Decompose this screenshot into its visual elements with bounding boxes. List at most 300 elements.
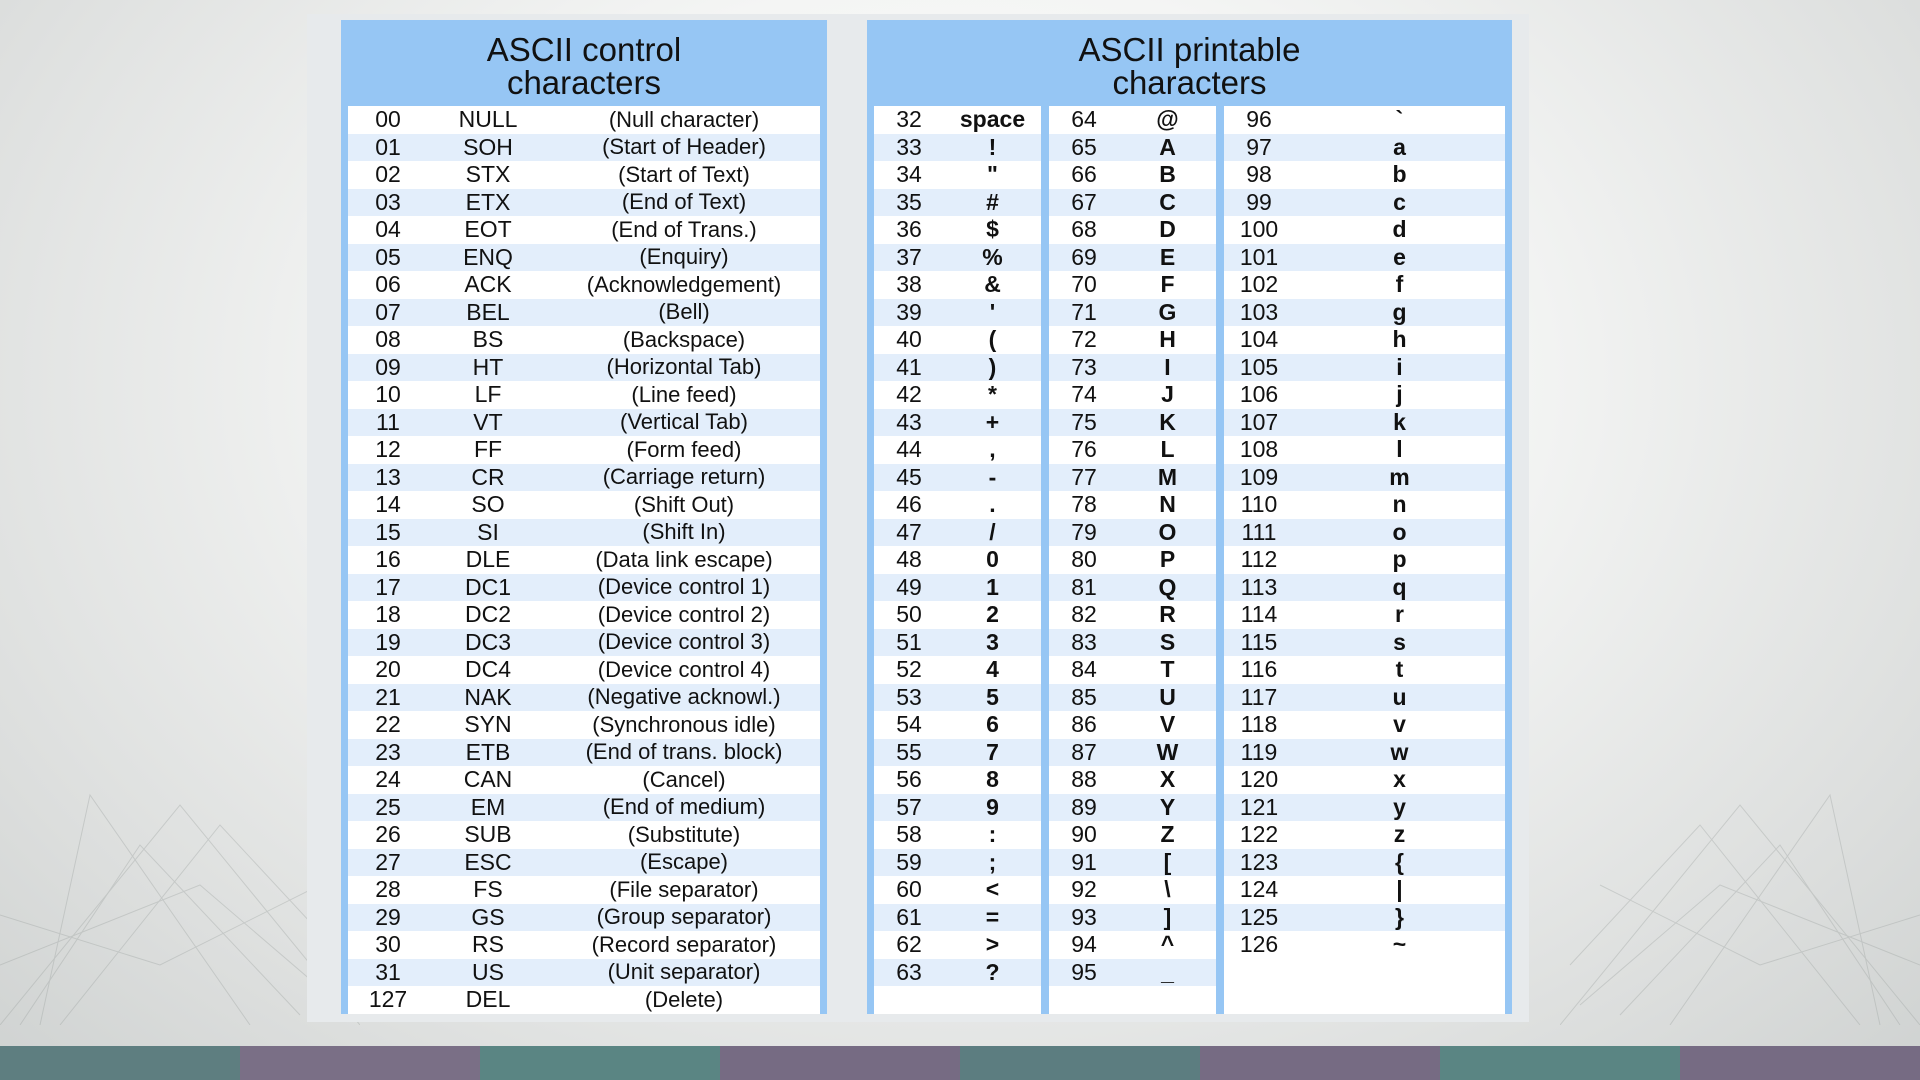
printable-code: 44 [896,436,922,463]
printable-code: 41 [896,353,922,380]
printable-row [1224,849,1505,877]
printable-character: % [982,243,1003,270]
printable-code: 77 [1071,463,1097,490]
printable-code: 113 [1240,573,1278,600]
printable-row [874,904,1041,932]
printable-code: 96 [1246,106,1272,133]
printable-code: 100 [1239,216,1279,243]
printable-character: # [986,188,999,215]
control-abbreviation: SUB [464,821,512,848]
printable-character: l [1396,436,1403,463]
printable-row [874,794,1041,822]
control-row [348,876,820,904]
printable-row [874,299,1041,327]
control-description: (Group separator) [596,904,772,930]
printable-row [1049,464,1216,492]
printable-character: space [959,106,1026,133]
printable-code: 91 [1071,848,1097,875]
control-code: 29 [375,903,401,930]
control-row [348,986,820,1014]
printable-code: 61 [896,903,922,930]
printable-code: 76 [1071,436,1097,463]
printable-row [874,849,1041,877]
printable-row [1049,959,1216,987]
printable-code: 34 [896,161,922,188]
printable-character: e [1393,243,1406,270]
control-abbreviation: HT [472,353,504,380]
printable-character: ' [989,298,996,325]
printable-character: 6 [986,711,999,738]
printable-row [874,216,1041,244]
control-row [348,601,820,629]
printable-character: I [1164,353,1171,380]
printable-row [1224,574,1505,602]
printable-code: 73 [1071,353,1097,380]
printable-code: 69 [1071,243,1097,270]
ascii-table-image [307,14,1529,1022]
printable-code: 115 [1240,628,1278,655]
control-code: 06 [375,271,401,298]
printable-code: 79 [1071,518,1097,545]
printable-code: 60 [896,876,922,903]
printable-row [1224,629,1505,657]
printable-character: ` [1395,106,1404,133]
printable-row [874,574,1041,602]
printable-row [874,601,1041,629]
control-abbreviation: DC3 [464,628,511,655]
printable-code: 72 [1071,326,1097,353]
printable-character: P [1159,546,1176,573]
control-row [348,354,820,382]
printable-character: \ [1164,876,1171,903]
printable-row [874,106,1041,134]
empty-row [1224,959,1505,1014]
printable-character: g [1392,298,1407,325]
printable-code: 126 [1239,931,1279,958]
printable-code: 75 [1071,408,1097,435]
printable-character: W [1156,738,1179,765]
control-code: 03 [375,188,401,215]
printable-row [1049,766,1216,794]
printable-row [1224,299,1505,327]
printable-character: x [1393,766,1406,793]
control-row [348,959,820,987]
control-description: (Device control 1) [597,574,771,600]
printable-code: 122 [1239,821,1279,848]
printable-row [1224,326,1505,354]
bottom-bar-segment [1440,1046,1680,1080]
printable-character: u [1392,683,1407,710]
printable-character: ; [988,848,997,875]
control-code: 16 [375,546,401,573]
control-row [348,546,820,574]
control-abbreviation: ESC [464,848,512,875]
printable-character: ? [985,958,1000,985]
printable-code: 37 [896,243,922,270]
printable-character: @ [1156,106,1179,133]
printable-row [1049,216,1216,244]
bottom-bar-segment [720,1046,960,1080]
printable-character: ( [988,326,997,353]
printable-row [1049,684,1216,712]
printable-character: c [1393,188,1406,215]
control-row [348,106,820,134]
printable-column [1049,106,1216,1008]
printable-code: 56 [896,766,922,793]
control-row [348,931,820,959]
bottom-bar-segment [1680,1046,1920,1080]
printable-code: 95 [1071,958,1097,985]
printable-character: d [1392,216,1407,243]
control-description: (Shift Out) [633,491,735,517]
printable-row [1049,436,1216,464]
control-row [348,491,820,519]
control-description: (Cancel) [642,766,726,792]
control-row [348,794,820,822]
control-abbreviation: US [472,958,504,985]
control-row [348,326,820,354]
printable-row [874,931,1041,959]
printable-code: 66 [1071,161,1097,188]
printable-character: . [989,491,996,518]
printable-row [874,161,1041,189]
printable-row [874,684,1041,712]
printable-character: _ [1161,958,1174,985]
printable-code: 125 [1239,903,1279,930]
printable-row [1224,739,1505,767]
control-row [348,216,820,244]
printable-row [1049,161,1216,189]
control-description: (End of Trans.) [611,216,757,242]
printable-character: s [1393,628,1406,655]
printable-row [1049,189,1216,217]
printable-character: h [1392,326,1407,353]
printable-row [1224,684,1505,712]
printable-row [1049,244,1216,272]
printable-character: S [1159,628,1176,655]
control-description: (Horizontal Tab) [606,354,762,380]
control-description: (Vertical Tab) [620,409,748,435]
printable-code: 35 [896,188,922,215]
printable-character: [ [1163,848,1172,875]
printable-character: / [989,518,996,545]
control-code: 17 [375,573,401,600]
printable-character: ^ [1160,931,1175,958]
control-row [348,711,820,739]
control-description: (Backspace) [622,326,746,352]
printable-row [1049,629,1216,657]
printable-row [1224,794,1505,822]
printable-row [1224,876,1505,904]
printable-row [1224,381,1505,409]
control-row [348,161,820,189]
control-description: (Synchronous idle) [592,711,776,737]
control-row [348,656,820,684]
printable-code: 124 [1239,876,1279,903]
control-row [348,739,820,767]
printable-character: p [1392,546,1407,573]
printable-code: 49 [896,573,922,600]
printable-row [874,271,1041,299]
control-abbreviation: FF [473,436,503,463]
printable-code: 70 [1071,271,1097,298]
control-abbreviation: NULL [458,106,518,133]
printable-character: M [1157,463,1178,490]
bottom-bar-segment [480,1046,720,1080]
printable-character: F [1160,271,1175,298]
printable-row [1049,491,1216,519]
printable-code: 117 [1240,683,1278,710]
printable-character: 8 [986,766,999,793]
printable-character: f [1395,271,1404,298]
control-code: 01 [375,133,401,160]
printable-row [874,739,1041,767]
bottom-bar-segment [240,1046,480,1080]
printable-character: E [1159,243,1176,270]
printable-character: G [1158,298,1177,325]
control-description: (File separator) [609,876,759,902]
control-abbreviation: DLE [465,546,511,573]
printable-code: 48 [896,546,922,573]
printable-row [1049,134,1216,162]
control-abbreviation: SYN [464,711,512,738]
printable-row [1224,189,1505,217]
control-code: 15 [375,518,401,545]
printable-code: 54 [896,711,922,738]
control-code: 25 [375,793,401,820]
control-abbreviation: DEL [465,986,511,1013]
empty-row [1049,986,1216,1014]
printable-character: - [988,463,997,490]
control-row [348,436,820,464]
printable-row [874,491,1041,519]
printable-row [1224,656,1505,684]
control-abbreviation: SO [471,491,505,518]
printable-character: 3 [986,628,999,655]
printable-character: T [1160,656,1175,683]
printable-code: 97 [1246,133,1272,160]
printable-code: 40 [896,326,922,353]
printable-character: n [1392,491,1407,518]
control-row [348,849,820,877]
control-description: (Escape) [639,849,729,875]
printable-character: : [988,821,997,848]
control-abbreviation: ENQ [463,243,513,270]
printable-row [874,381,1041,409]
printable-code: 116 [1240,656,1278,683]
printable-row [1049,354,1216,382]
control-description: (Record separator) [591,931,777,957]
printable-code: 33 [896,133,922,160]
printable-row [874,409,1041,437]
printable-code: 47 [896,518,922,545]
printable-code: 62 [896,931,922,958]
control-abbreviation: BS [472,326,504,353]
printable-code: 112 [1240,546,1278,573]
control-row [348,464,820,492]
control-row [348,574,820,602]
printable-code: 58 [896,821,922,848]
printable-code: 39 [896,298,922,325]
control-abbreviation: STX [465,161,511,188]
printable-character: 9 [986,793,999,820]
control-row [348,189,820,217]
printable-character: i [1396,353,1403,380]
printable-code: 83 [1071,628,1097,655]
printable-row [874,464,1041,492]
printable-row [1224,134,1505,162]
printable-character: v [1393,711,1406,738]
printable-row [1224,161,1505,189]
printable-code: 121 [1239,793,1279,820]
printable-code: 94 [1071,931,1097,958]
printable-character: Z [1160,821,1175,848]
control-code: 27 [375,848,401,875]
printable-row [874,546,1041,574]
control-abbreviation: NAK [464,683,512,710]
printable-row [874,656,1041,684]
printable-code: 119 [1240,738,1278,765]
control-row [348,684,820,712]
printable-code: 82 [1071,601,1097,628]
bottom-color-bar [0,1046,1920,1080]
control-row [348,299,820,327]
control-abbreviation: FS [473,876,503,903]
printable-code: 42 [896,381,922,408]
control-abbreviation: ACK [464,271,512,298]
printable-character: q [1392,573,1407,600]
printable-row [874,134,1041,162]
printable-code: 92 [1071,876,1097,903]
printable-row [1049,106,1216,134]
printable-row [1049,794,1216,822]
control-abbreviation: EM [470,793,506,820]
printable-character: 7 [986,738,999,765]
printable-character: U [1159,683,1176,710]
printable-character: y [1393,793,1406,820]
printable-row [1224,931,1505,959]
printable-character: Y [1159,793,1176,820]
printable-code: 120 [1239,766,1279,793]
printable-code: 53 [896,683,922,710]
printable-character: z [1393,821,1406,848]
printable-character: b [1392,161,1407,188]
printable-character: < [985,876,1000,903]
printable-row [1049,849,1216,877]
control-code: 23 [375,738,401,765]
printable-character: K [1159,408,1176,435]
printable-row [1049,931,1216,959]
printable-row [1224,546,1505,574]
control-description: (Start of Header) [602,134,766,160]
printable-row [1224,821,1505,849]
printable-row [1049,656,1216,684]
control-code: 05 [375,243,401,270]
printable-row [1224,216,1505,244]
printable-code: 89 [1071,793,1097,820]
printable-character: 5 [986,683,999,710]
control-abbreviation: CR [471,463,505,490]
control-description: (Line feed) [631,381,737,407]
decorative-lines-left [0,765,360,1025]
printable-row [1049,821,1216,849]
printable-column [874,106,1041,1008]
printable-row [1049,409,1216,437]
printable-row [1224,271,1505,299]
printable-character: = [985,903,1000,930]
control-abbreviation: DC4 [464,656,511,683]
printable-code: 80 [1071,546,1097,573]
bottom-bar-segment [960,1046,1200,1080]
printable-code: 52 [896,656,922,683]
control-description: (End of Text) [621,189,747,215]
printable-character: J [1161,381,1174,408]
printable-code: 81 [1071,573,1097,600]
printable-character: Q [1158,573,1177,600]
control-description: (Acknowledgement) [586,271,782,297]
printable-row [1049,271,1216,299]
control-abbreviation: GS [471,903,505,930]
printable-character: L [1160,436,1175,463]
printable-row [874,766,1041,794]
printable-code: 110 [1240,491,1278,518]
printable-character: { [1395,848,1404,875]
control-description: (Shift In) [642,519,726,545]
printable-row [1049,904,1216,932]
printable-row [874,326,1041,354]
control-abbreviation: CAN [463,766,513,793]
printable-row [1049,381,1216,409]
control-description: (Carriage return) [602,464,766,490]
printable-row [1224,904,1505,932]
control-characters-panel [341,20,827,1014]
control-abbreviation: EOT [464,216,512,243]
control-abbreviation: VT [473,408,503,435]
printable-row [874,519,1041,547]
printable-row [1224,244,1505,272]
printable-code: 68 [1071,216,1097,243]
printable-code: 88 [1071,766,1097,793]
printable-column [1224,106,1505,1008]
printable-code: 90 [1071,821,1097,848]
printable-row [1049,739,1216,767]
control-code: 127 [368,986,408,1013]
printable-character: O [1158,518,1177,545]
printable-code: 71 [1071,298,1097,325]
printable-row [1224,766,1505,794]
printable-row [874,876,1041,904]
printable-code: 84 [1071,656,1097,683]
printable-row [874,959,1041,987]
control-code: 20 [375,656,401,683]
printable-code: 45 [896,463,922,490]
printable-characters-title: ASCII printable characters [1078,31,1301,101]
control-row [348,766,820,794]
control-description: (Delete) [644,986,724,1012]
printable-character: 2 [986,601,999,628]
printable-row [874,629,1041,657]
printable-code: 111 [1241,518,1277,545]
control-code: 10 [375,381,401,408]
printable-row [874,189,1041,217]
control-code: 24 [375,766,401,793]
control-row [348,821,820,849]
printable-character: j [1396,381,1403,408]
printable-row [874,244,1041,272]
printable-code: 109 [1239,463,1279,490]
printable-character: r [1395,601,1404,628]
printable-character: , [989,436,996,463]
